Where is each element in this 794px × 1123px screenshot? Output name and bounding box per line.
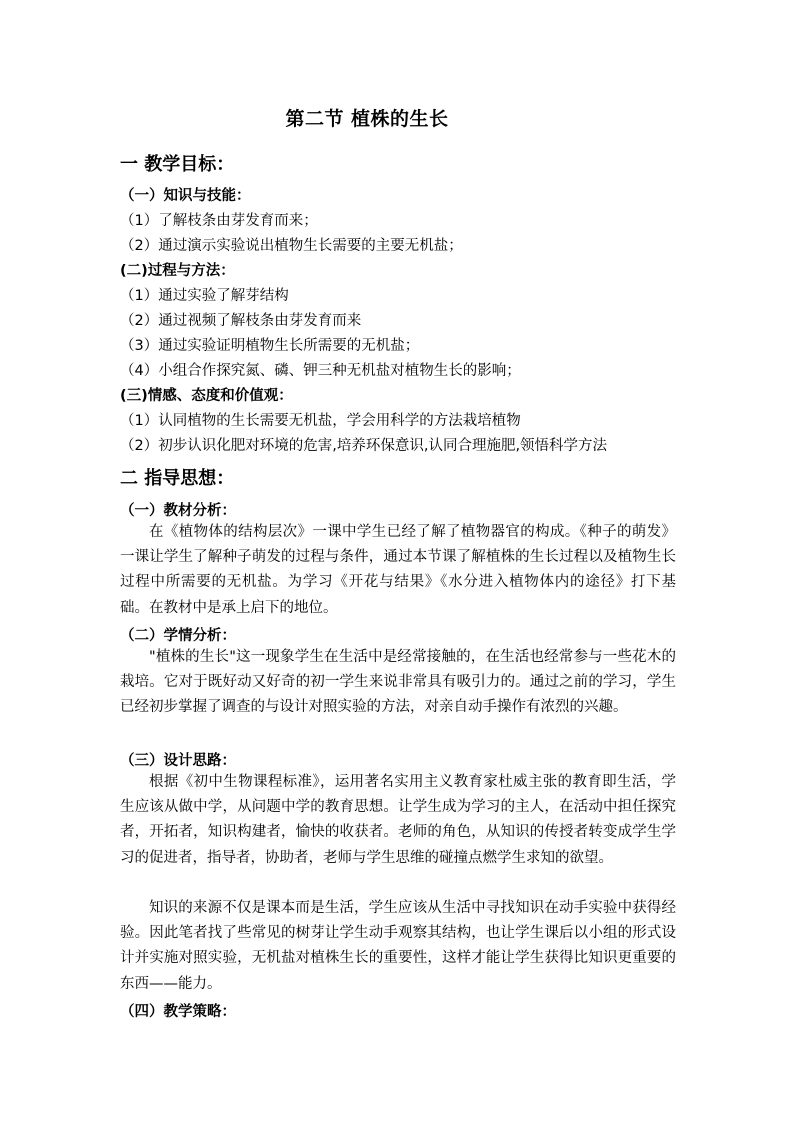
subheading-process-method: (二)过程与方法： <box>120 263 235 279</box>
list-item: （1）认同植物的生长需要无机盐，学会用科学的方法栽培植物 <box>120 413 521 429</box>
paragraph-student-analysis: "植株的生长"这一现象学生在生活中是经常接触的，在生活也经常参与一些花木的栽培。它对于既好动又好奇的初一学生来说非常具有吸引力的。通过之前的学习，学生已经初步掌握了调查的与设计对照实验的方法，对亲自动手操作有浓烈的兴趣。 <box>120 649 676 716</box>
list-item: （2）初步认识化肥对环境的危害,培养环保意识,认同合理施肥,领悟科学方法 <box>120 438 608 454</box>
subheading-knowledge-skills: （一）知识与技能： <box>120 188 251 204</box>
subheading-emotion-attitude: (三)情感、态度和价值观： <box>120 388 293 404</box>
list-item: （3）通过实验证明植物生长所需要的无机盐； <box>120 338 420 354</box>
section-heading-objectives: 一 教学目标： <box>120 154 235 175</box>
page-title: 第二节 植株的生长 <box>285 108 449 130</box>
list-item: （1）了解枝条由芽发育而来； <box>120 213 318 229</box>
list-item: （4）小组合作探究氮、磷、钾三种无机盐对植物生长的影响； <box>120 363 521 379</box>
section-heading-guiding-thought: 二 指导思想： <box>120 468 235 489</box>
list-item: （2）通过演示实验说出植物生长需要的主要无机盐； <box>120 238 463 254</box>
subheading-student-analysis: （二）学情分析： <box>120 628 236 644</box>
paragraph-design-idea-1: 根据《初中生物课程标准》，运用著名实用主义教育家杜威主张的教育即生活，学生应该从做中学，从问题中学的教育思想。让学生成为学习的主人，在活动中担任探究者，开拓者，知识构建者，愉快的收获者。老师的角色，从知识的传授者转变成学生学习的促进者，指导者，协助者，老师与学生思维的碰撞点燃学生求知的欲望。 <box>120 774 676 866</box>
list-item: （1）通过实验了解芽结构 <box>120 288 289 304</box>
list-item: （2）通过视频了解枝条由芽发育而来 <box>120 313 362 329</box>
paragraph-design-idea-2: 知识的来源不仅是课本而是生活，学生应该从生活中寻找知识在动手实验中获得经验。因此笔者找了些常见的树芽让学生动手观察其结构，也让学生课后以小组的形式设计并实施对照实验，无机盐对植株生长的重要性，这样才能让学生获得比知识更重要的东西——能力。 <box>120 900 676 992</box>
subheading-textbook-analysis: （一）教材分析： <box>120 503 236 519</box>
subheading-design-idea: （三）设计思路： <box>120 753 236 769</box>
paragraph-textbook-analysis: 在《植物体的结构层次》一课中学生已经了解了植物器官的构成。《种子的萌发》一课让学生了解种子萌发的过程与条件，通过本节课了解植株的生长过程以及植物生长过程中所需要的无机盐。为学习《开花与结果》《水分进入植物体内的途径》打下基础。在教材中是承上启下的地位。 <box>120 524 676 616</box>
subheading-teaching-strategy: （四）教学策略： <box>120 1004 236 1020</box>
